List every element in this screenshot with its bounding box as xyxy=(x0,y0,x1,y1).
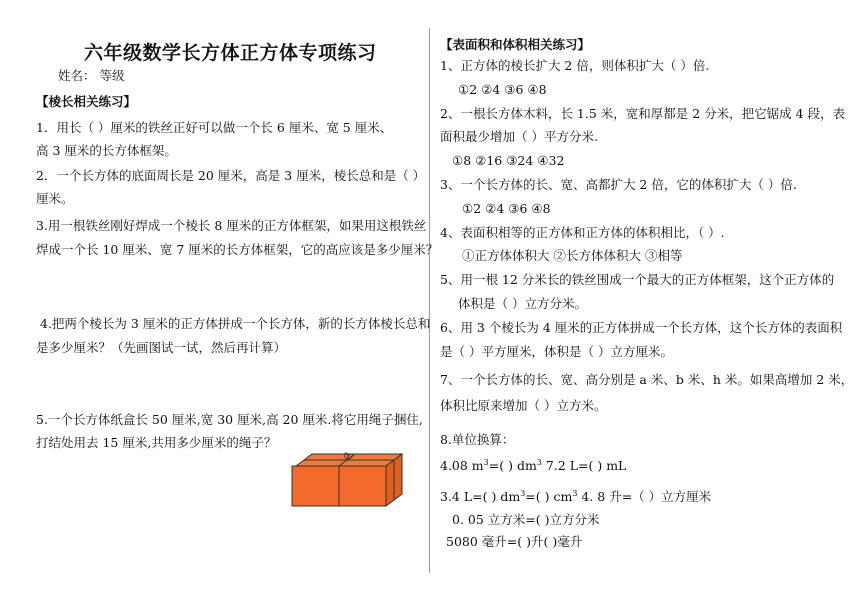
r7-line1: 7、一个长方体的长、宽、高分别是 a 米、b 米、h 米。如果高增加 2 米， xyxy=(440,372,854,387)
r8-b-sup1: 3 xyxy=(520,488,526,498)
r1-options: ①2 ②4 ③6 ④8 xyxy=(458,82,547,97)
section-area-heading: 【表面积和体积相关练习】 xyxy=(440,37,591,52)
r8-b-part3: 4. 8 升=（ ）立方厘米 xyxy=(577,489,712,504)
q4-line2: 是多少厘米？（先画图试一试，然后再计算） xyxy=(36,340,287,355)
r2-options: ①8 ②16 ③24 ④32 xyxy=(452,153,565,168)
q4-line1: 4.把两个棱长为 3 厘米的正方体拼成一个长方体，新的长方体棱长总和 xyxy=(40,316,431,331)
r8-row-d: 5080 毫升=( )升( )毫升 xyxy=(446,534,583,549)
r8-a-part2: =( ) dm xyxy=(488,458,537,473)
r5-line1: 5、用一根 12 分米长的铁丝围成一个最大的正方体框架，这个正方体的 xyxy=(440,272,835,287)
r2-line2: 面积最少增加（ ）平方分米. xyxy=(440,129,598,144)
q1-line2: 高 3 厘米的长方体框架。 xyxy=(36,143,177,158)
section-edges-heading: 【棱长相关练习】 xyxy=(36,94,137,109)
q5-line2: 打结处用去 15 厘米,共用多少厘米的绳子？ xyxy=(36,435,277,450)
r7-line2: 体积比原来增加（ ）立方米。 xyxy=(440,398,607,413)
q2-line2: 厘米。 xyxy=(36,191,74,206)
r8-b-part1: 3.4 L=( ) dm xyxy=(440,489,521,504)
r3-options: ①2 ②4 ③6 ④8 xyxy=(462,201,551,216)
r8-b-sup2: 3 xyxy=(572,488,578,498)
r8-a-part1: 4.08 m xyxy=(440,458,484,473)
r8-b-part2: =( ) cm xyxy=(525,489,573,504)
r5-line2: 体积是（ ）立方分米。 xyxy=(458,296,587,311)
r4-options: ①正方体体积大 ②长方体体积大 ③相等 xyxy=(462,248,683,263)
q3-line1: 3.用一根铁丝刚好焊成一个棱长 8 厘米的正方体框架，如果用这根铁丝 xyxy=(36,218,427,233)
r8-a-sup2: 3 xyxy=(536,457,542,467)
gift-box-illustration xyxy=(290,450,406,512)
r8-row-a xyxy=(440,458,626,474)
r8-row-c: 0. 05 立方米=( )立方分米 xyxy=(452,512,600,527)
page-title: 六年级数学长方体正方体专项练习 xyxy=(84,42,377,64)
column-divider xyxy=(429,28,430,573)
r4-line1: 4、表面积相等的正方体和正方体的体积相比，（ ）. xyxy=(440,225,725,240)
r3-line1: 3、一个长方体的长、宽、高都扩大 2 倍，它的体积扩大（ ）倍. xyxy=(440,177,797,192)
r8-row-b xyxy=(440,489,711,505)
r1-line1: 1、正方体的棱长扩大 2 倍，则体积扩大（ ）倍. xyxy=(440,58,710,73)
r8-a-part3: 7.2 L=( ) mL xyxy=(541,458,627,473)
r6-line1: 6、用 3 个棱长为 4 厘米的正方体拼成一个长方体，这个长方体的表面积 xyxy=(440,320,843,335)
student-info-line: 姓名： 等级 xyxy=(58,68,125,83)
r8-a-sup1: 3 xyxy=(483,457,489,467)
r6-line2: 是（ ）平方厘米，体积是（ ）立方厘米。 xyxy=(440,344,673,359)
r2-line1: 2、一根长方体木料，长 1.5 米，宽和厚都是 2 分米，把它锯成 4 段，表 xyxy=(440,106,846,121)
r8-title: 8.单位换算： xyxy=(440,432,515,447)
q2-line1: 2．一个长方体的底面周长是 20 厘米，高是 3 厘米，棱长总和是（ ） xyxy=(36,168,426,183)
q3-line2: 焊成一个长 10 厘米、宽 7 厘米的长方体框架，它的高应该是多少厘米？ xyxy=(36,242,439,257)
q1-line1: 1．用长（ ）厘米的铁丝正好可以做一个长 6 厘米、宽 5 厘米、 xyxy=(36,120,393,135)
q5-line1: 5.一个长方体纸盒长 50 厘米,宽 30 厘米,高 20 厘米.将它用绳子捆住, xyxy=(36,412,423,427)
